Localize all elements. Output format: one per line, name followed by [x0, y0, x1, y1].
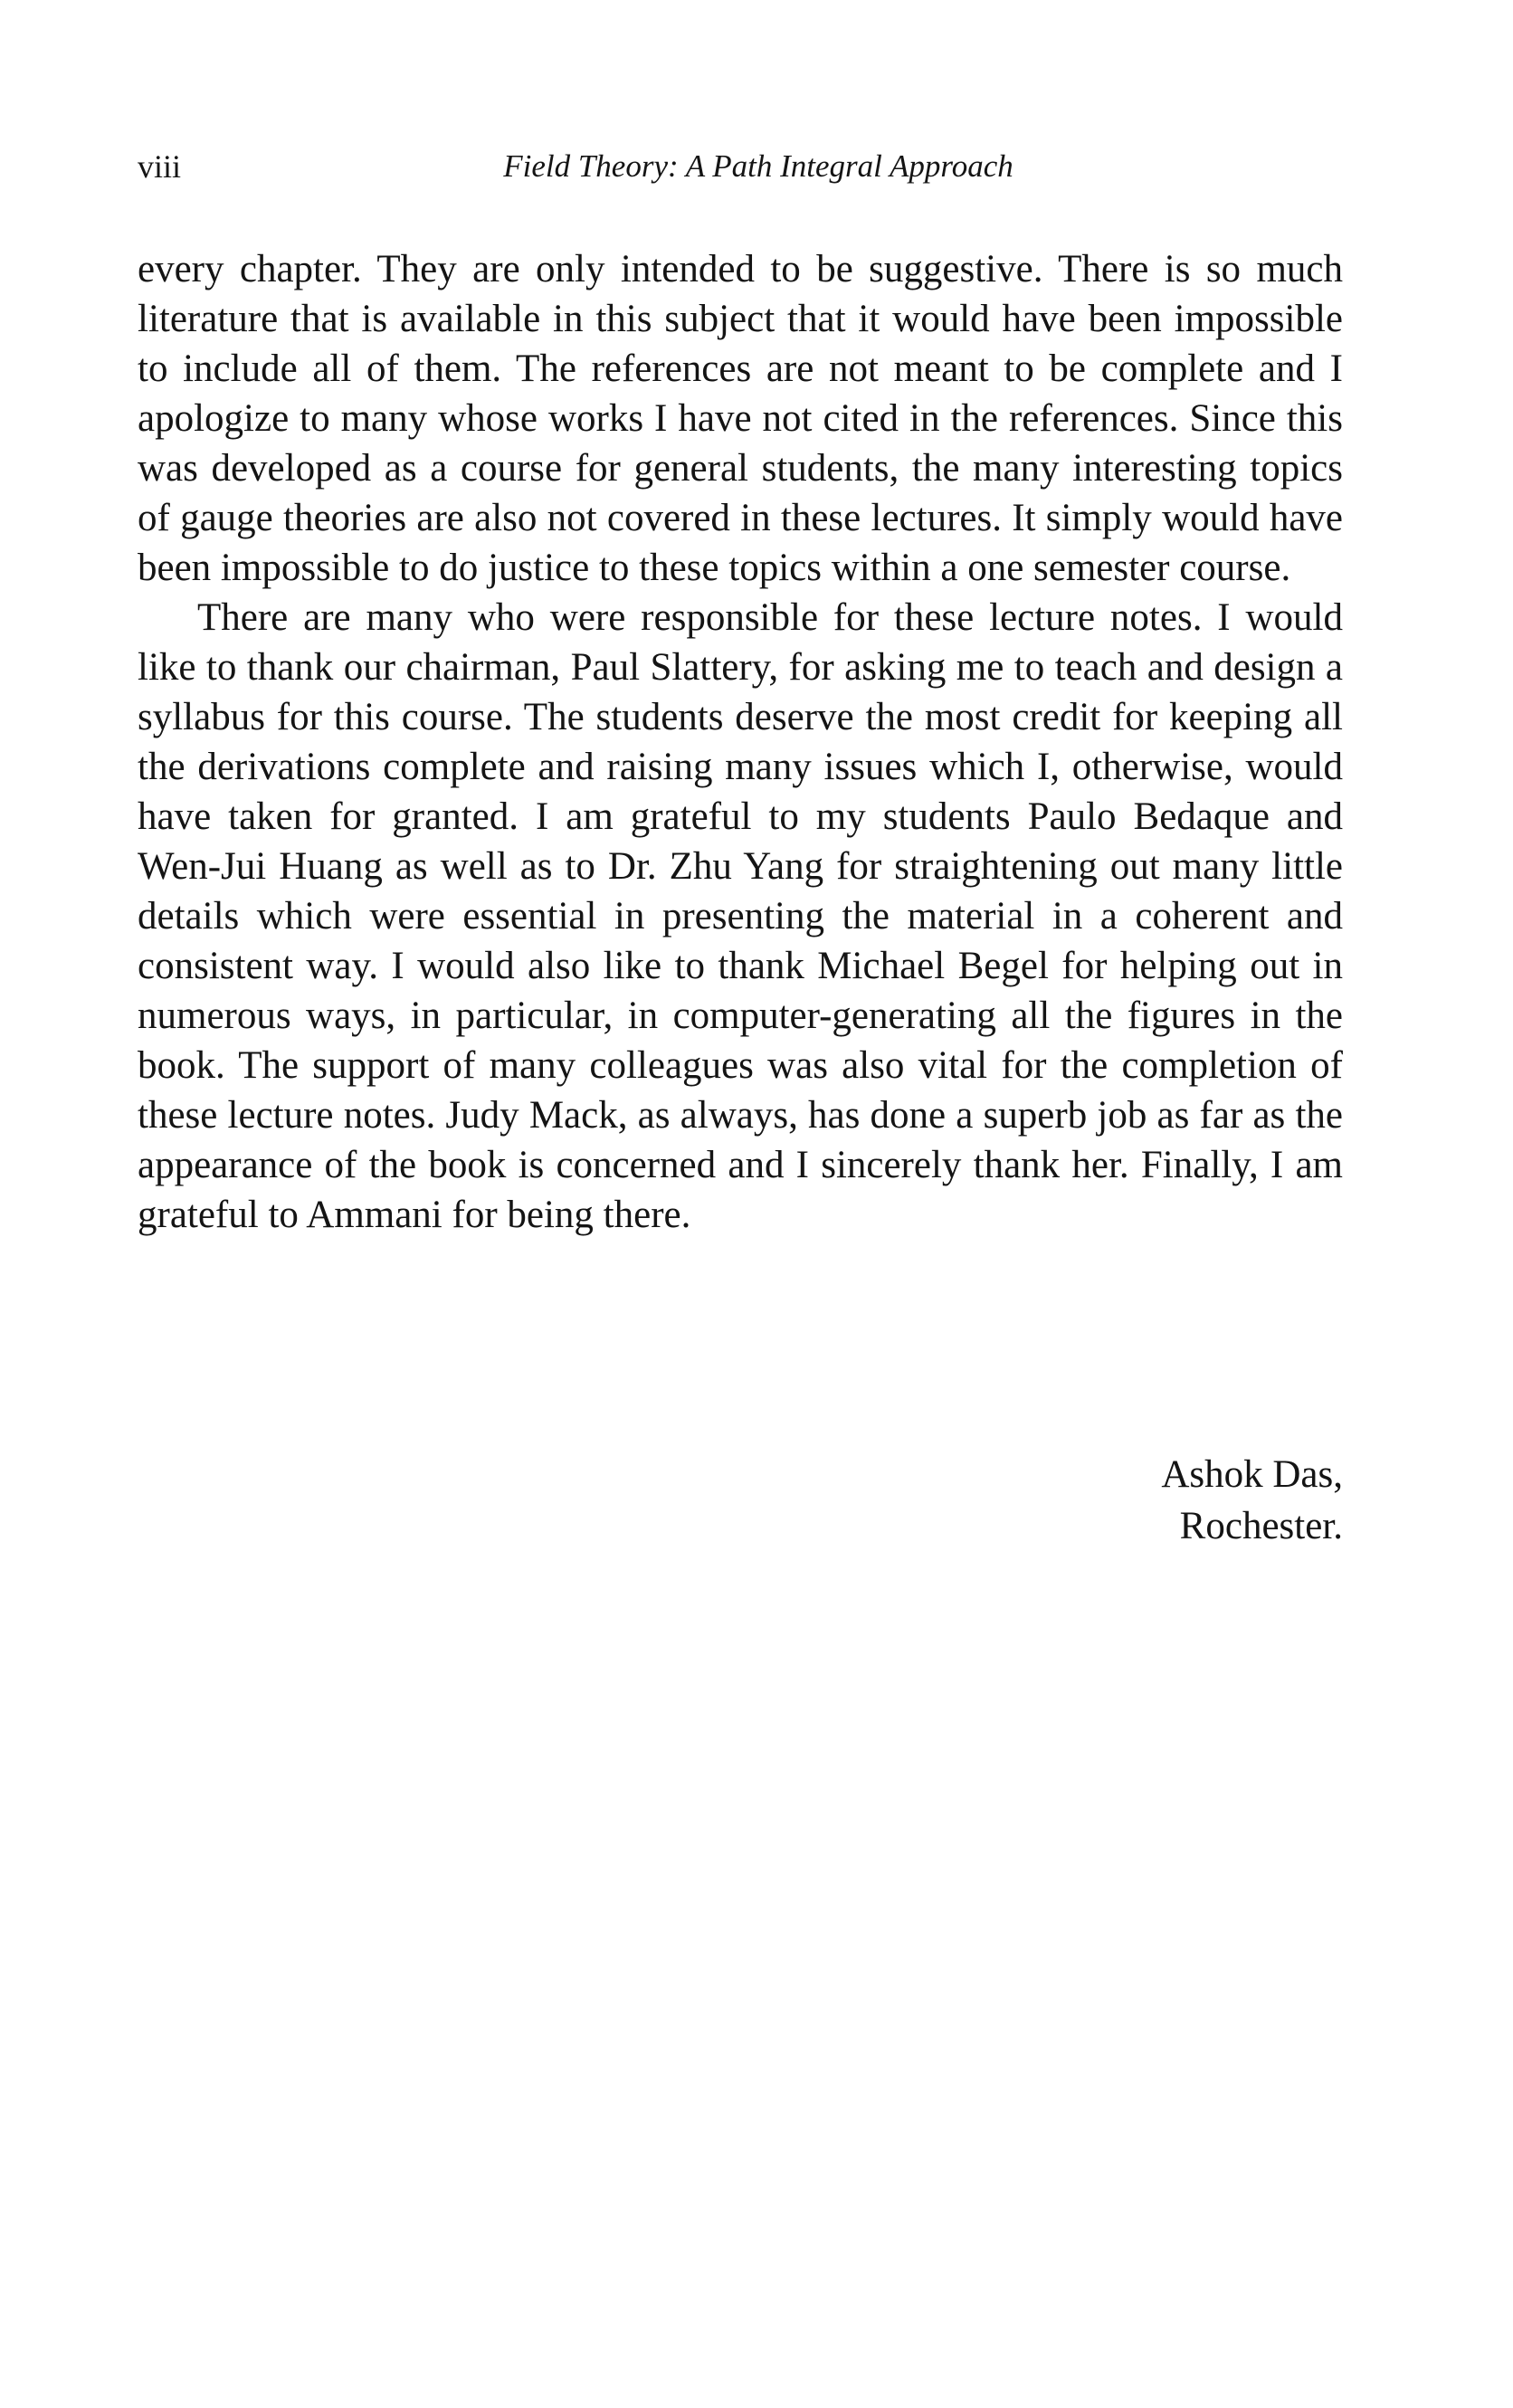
- author-name: Ashok Das,: [1161, 1453, 1343, 1496]
- paragraph-continued: every chapter. They are only intended to be suggestive. There is so much literature that is available in this subject that it would have been impossible to include all of them. The references are not meant to be complete and I apologize to many whose works I have not cited in the references. Since this was developed as a course for general students, the many interesting topics of gauge theories are also not covered in these lectures. It simply would have been impossible to do justice to these topics within a one semester course.: [138, 248, 1343, 589]
- signature-block: [1161, 1449, 1343, 1552]
- body-text: [138, 244, 1343, 1240]
- paragraph-acknowledgements: There are many who were responsible for these lecture notes. I would like to thank our chairman, Paul Slattery, for asking me to teach and design a syllabus for this course. The students deserve the most credit for keeping all the derivations complete and raising many issues which I, otherwise, would have taken for granted. I am grateful to my students Paulo Bedaque and Wen-Jui Huang as well as to Dr. Zhu Yang for straightening out many little details which were essential in presenting the material in a coherent and consistent way. I would also like to thank Michael Begel for helping out in numerous ways, in particular, in computer-generating all the figures in the book. The support of many colleagues was also vital for the completion of these lecture notes. Judy Mack, as always, has done a superb job as far as the appearance of the book is concerned and I sincerely thank her. Finally, I am grateful to Ammani for being there.: [138, 596, 1343, 1236]
- author-place: Rochester.: [1179, 1505, 1343, 1547]
- running-head: [138, 145, 1343, 188]
- running-title: Field Theory: A Path Integral Approach: [503, 148, 1013, 184]
- page-number: viii: [138, 148, 182, 185]
